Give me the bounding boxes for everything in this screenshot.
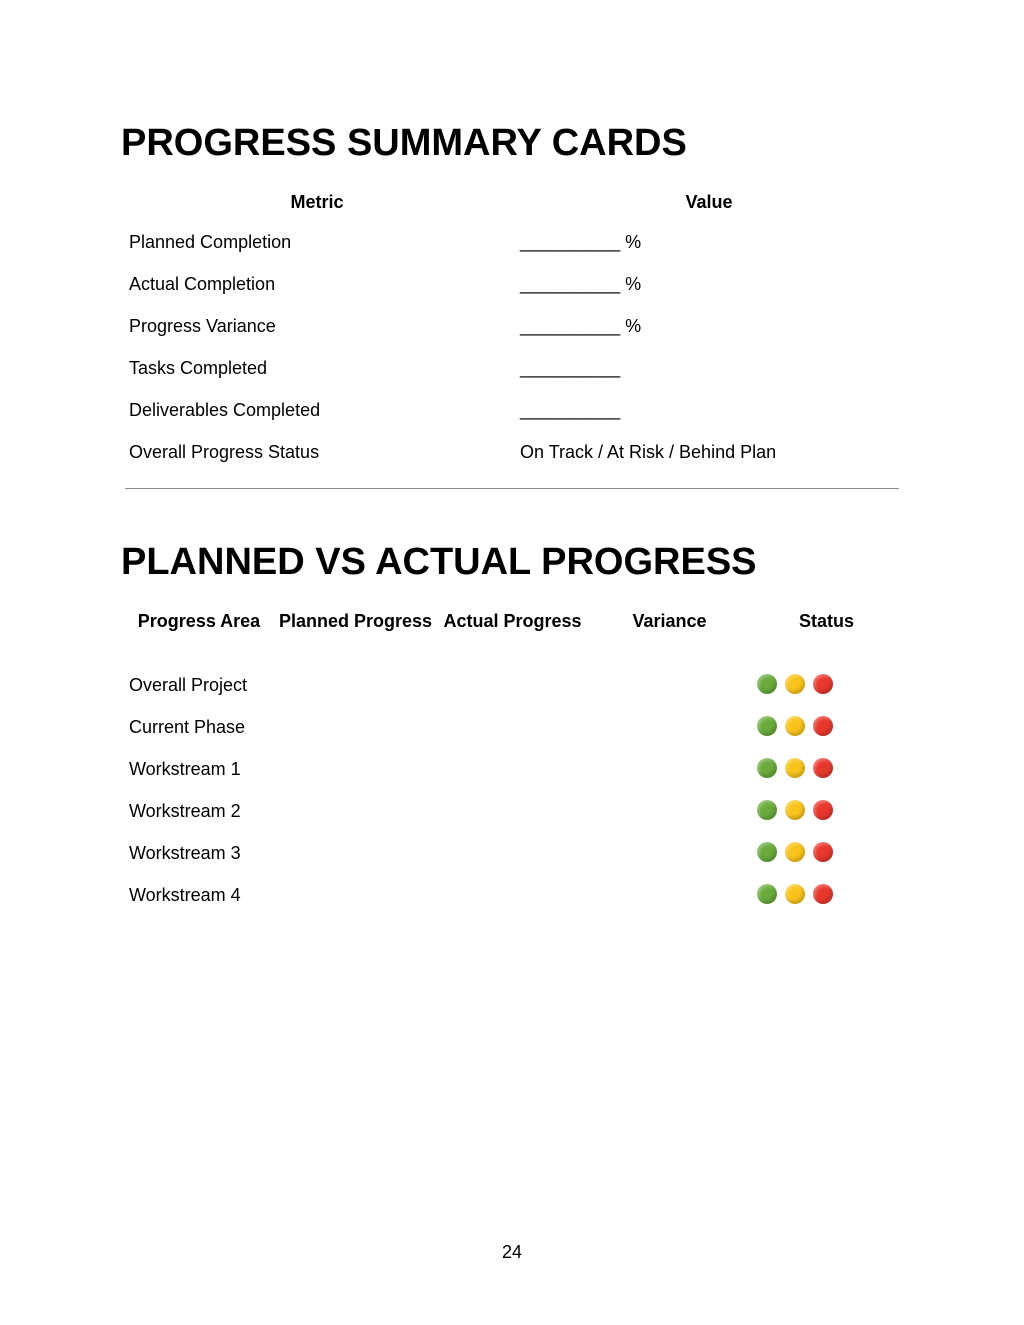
- progress-summary-table: [121, 188, 905, 470]
- red-circle-icon: [813, 716, 833, 736]
- planned-vs-actual-title: PLANNED VS ACTUAL PROGRESS: [121, 541, 757, 583]
- yellow-circle-icon: [785, 758, 805, 778]
- yellow-circle-icon: [785, 884, 805, 904]
- red-circle-icon: [813, 674, 833, 694]
- yellow-circle-icon: [785, 800, 805, 820]
- progress-area-label: Workstream 4: [129, 885, 241, 905]
- yellow-circle-icon: [785, 716, 805, 736]
- metric-label: Actual Completion: [129, 274, 276, 294]
- table-row: [121, 709, 905, 751]
- green-circle-icon: [757, 842, 777, 862]
- progress-area-label: Current Phase: [129, 717, 246, 737]
- progress-area-label: Overall Project: [129, 675, 248, 695]
- summary-header-row: [121, 188, 905, 218]
- red-circle-icon: [813, 800, 833, 820]
- metric-value: __________ %: [520, 316, 642, 336]
- value-column-header: Value: [685, 192, 733, 212]
- variance-column-header: Variance: [632, 611, 707, 631]
- pva-rows: [121, 667, 905, 919]
- metric-value: __________ %: [520, 232, 642, 252]
- table-row: [121, 667, 905, 709]
- table-row: [121, 793, 905, 835]
- actual-progress-column-header: Actual Progress: [443, 611, 582, 631]
- table-row: [121, 877, 905, 919]
- red-circle-icon: [813, 842, 833, 862]
- metric-value: __________ %: [520, 274, 642, 294]
- horizontal-divider: [125, 488, 899, 489]
- red-circle-icon: [813, 758, 833, 778]
- metric-label: Overall Progress Status: [129, 442, 320, 462]
- metric-label: Tasks Completed: [129, 358, 268, 378]
- progress-area-label: Workstream 2: [129, 801, 241, 821]
- progress-area-label: Workstream 3: [129, 843, 241, 863]
- status-column-header: Status: [798, 611, 854, 631]
- metric-label: Deliverables Completed: [129, 400, 321, 420]
- planned-vs-actual-table: [121, 607, 905, 919]
- yellow-circle-icon: [785, 674, 805, 694]
- progress-area-column-header: Progress Area: [137, 611, 261, 631]
- metric-column-header: Metric: [290, 192, 344, 212]
- metric-value: __________: [520, 358, 621, 378]
- metric-value: __________: [520, 400, 621, 420]
- green-circle-icon: [757, 884, 777, 904]
- green-circle-icon: [757, 674, 777, 694]
- red-circle-icon: [813, 884, 833, 904]
- green-circle-icon: [757, 716, 777, 736]
- green-circle-icon: [757, 800, 777, 820]
- table-row: [121, 260, 905, 302]
- metric-label: Planned Completion: [129, 232, 292, 252]
- table-row: [121, 428, 905, 470]
- table-row: [121, 344, 905, 386]
- page-number: 24: [501, 1242, 523, 1262]
- pva-header-row: [121, 607, 905, 667]
- table-row: [121, 218, 905, 260]
- table-row: [121, 302, 905, 344]
- progress-summary-title: PROGRESS SUMMARY CARDS: [121, 122, 687, 164]
- table-row: [121, 386, 905, 428]
- planned-progress-column-header: Planned Progress: [278, 611, 433, 631]
- table-row: [121, 835, 905, 877]
- progress-area-label: Workstream 1: [129, 759, 241, 779]
- table-row: [121, 751, 905, 793]
- yellow-circle-icon: [785, 842, 805, 862]
- green-circle-icon: [757, 758, 777, 778]
- metric-value: On Track / At Risk / Behind Plan: [520, 442, 777, 462]
- metric-label: Progress Variance: [129, 316, 276, 336]
